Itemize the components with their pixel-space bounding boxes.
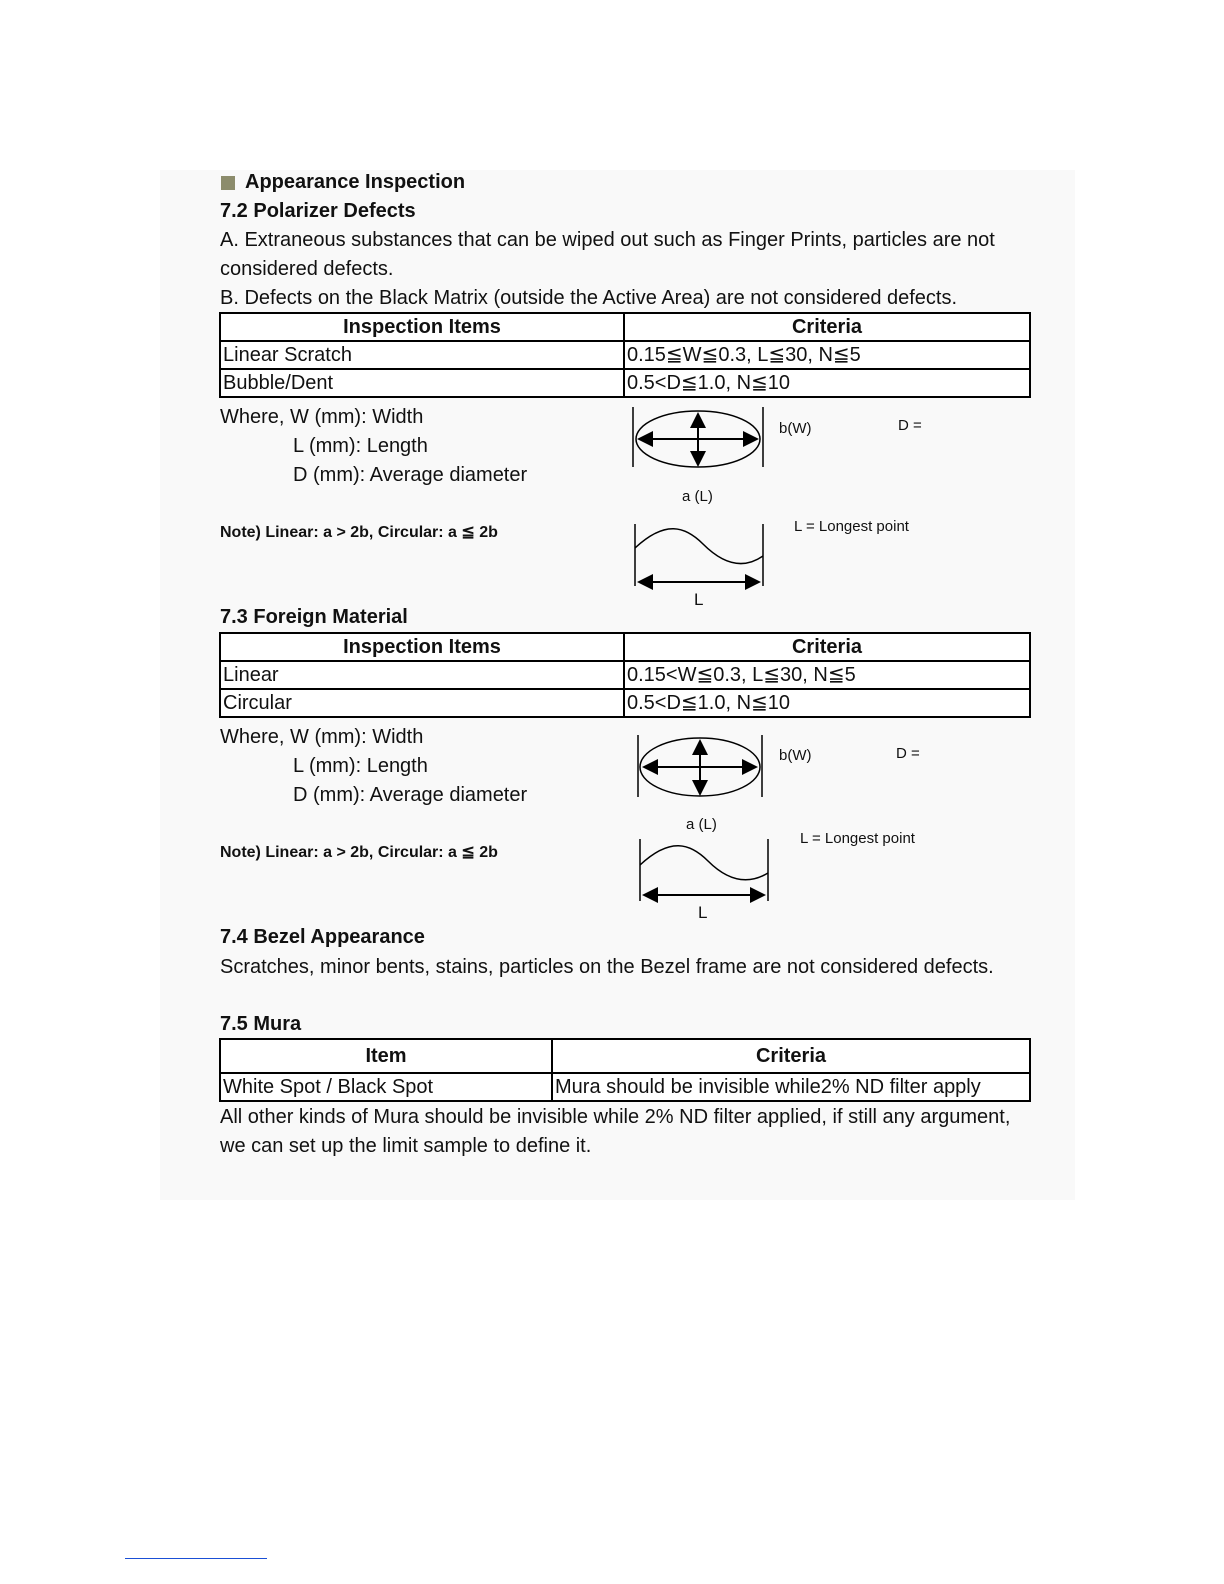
polarizer-where-length: L (mm): Length [293,435,428,457]
foreign-l-label: L [698,903,708,922]
mura-heading: 7.5 Mura [220,1013,302,1035]
polarizer-d-label: D = [898,417,922,434]
table-cell: 0.15<W≦0.3, L≦30, N≦5 [624,661,1030,689]
polarizer-where-diameter: D (mm): Average diameter [293,464,528,486]
table-cell: Circular [220,689,624,717]
table-cell: 0.5<D≦1.0, N≦10 [624,689,1030,717]
polarizer-heading: 7.2 Polarizer Defects [220,200,416,222]
polarizer-line-a2: considered defects. [220,258,394,280]
polarizer-a-label: a (L) [682,488,713,505]
polarizer-wave-diagram [625,520,785,600]
bezel-heading: 7.4 Bezel Appearance [220,926,425,948]
table-header-cell: Inspection Items [220,313,624,341]
table-cell: Linear [220,661,624,689]
polarizer-note: Note) Linear: a > 2b, Circular: a ≦ 2b [220,524,498,541]
table-header-cell: Item [220,1039,552,1073]
table-row [220,661,1030,689]
foreign-where-width: Where, W (mm): Width [220,726,424,748]
polarizer-table [219,312,1031,398]
table-header-cell: Criteria [624,633,1030,661]
mura-text-1: All other kinds of Mura should be invisible while 2% ND filter applied, if still any argument, [220,1106,1011,1128]
bezel-text: Scratches, minor bents, stains, particles on the Bezel frame are not considered defects. [220,956,994,978]
foreign-table [219,632,1031,718]
foreign-b-label: b(W) [779,747,812,764]
foreign-heading: 7.3 Foreign Material [220,606,408,628]
table-cell: 0.5<D≦1.0, N≦10 [624,369,1030,397]
polarizer-line-a1: A. Extraneous substances that can be wiped out such as Finger Prints, particles are not [220,229,995,251]
table-cell: Mura should be invisible while2% ND filter apply [552,1073,1030,1101]
table-header-row [220,633,1030,661]
table-row [220,689,1030,717]
foreign-wave-diagram [630,835,790,915]
table-cell: 0.15≦W≦0.3, L≦30, N≦5 [624,341,1030,369]
foreign-a-label: a (L) [686,816,717,833]
table-cell: Linear Scratch [220,341,624,369]
polarizer-b-label: b(W) [779,420,812,437]
polarizer-line-b: B. Defects on the Black Matrix (outside the Active Area) are not considered defects. [220,287,958,309]
table-cell: Bubble/Dent [220,369,624,397]
foreign-where-length: L (mm): Length [293,755,428,777]
foreign-longest-label: L = Longest point [800,830,915,847]
foreign-note: Note) Linear: a > 2b, Circular: a ≦ 2b [220,844,498,861]
table-row [220,369,1030,397]
table-header-row [220,313,1030,341]
polarizer-longest-label: L = Longest point [794,518,909,535]
mura-text-2: we can set up the limit sample to define it. [220,1135,592,1157]
table-header-cell: Criteria [624,313,1030,341]
table-row [220,1073,1030,1101]
table-cell: White Spot / Black Spot [220,1073,552,1101]
table-header-row [220,1039,1030,1073]
table-header-cell: Criteria [552,1039,1030,1073]
foreign-where-diameter: D (mm): Average diameter [293,784,528,806]
polarizer-l-label: L [694,590,704,609]
polarizer-where-width: Where, W (mm): Width [220,406,424,428]
mura-table [219,1038,1031,1102]
table-row [220,341,1030,369]
footnote-separator [125,1558,267,1559]
section-title: Appearance Inspection [245,171,466,193]
table-header-cell: Inspection Items [220,633,624,661]
section-bullet-icon [221,176,235,190]
foreign-d-label: D = [896,745,920,762]
